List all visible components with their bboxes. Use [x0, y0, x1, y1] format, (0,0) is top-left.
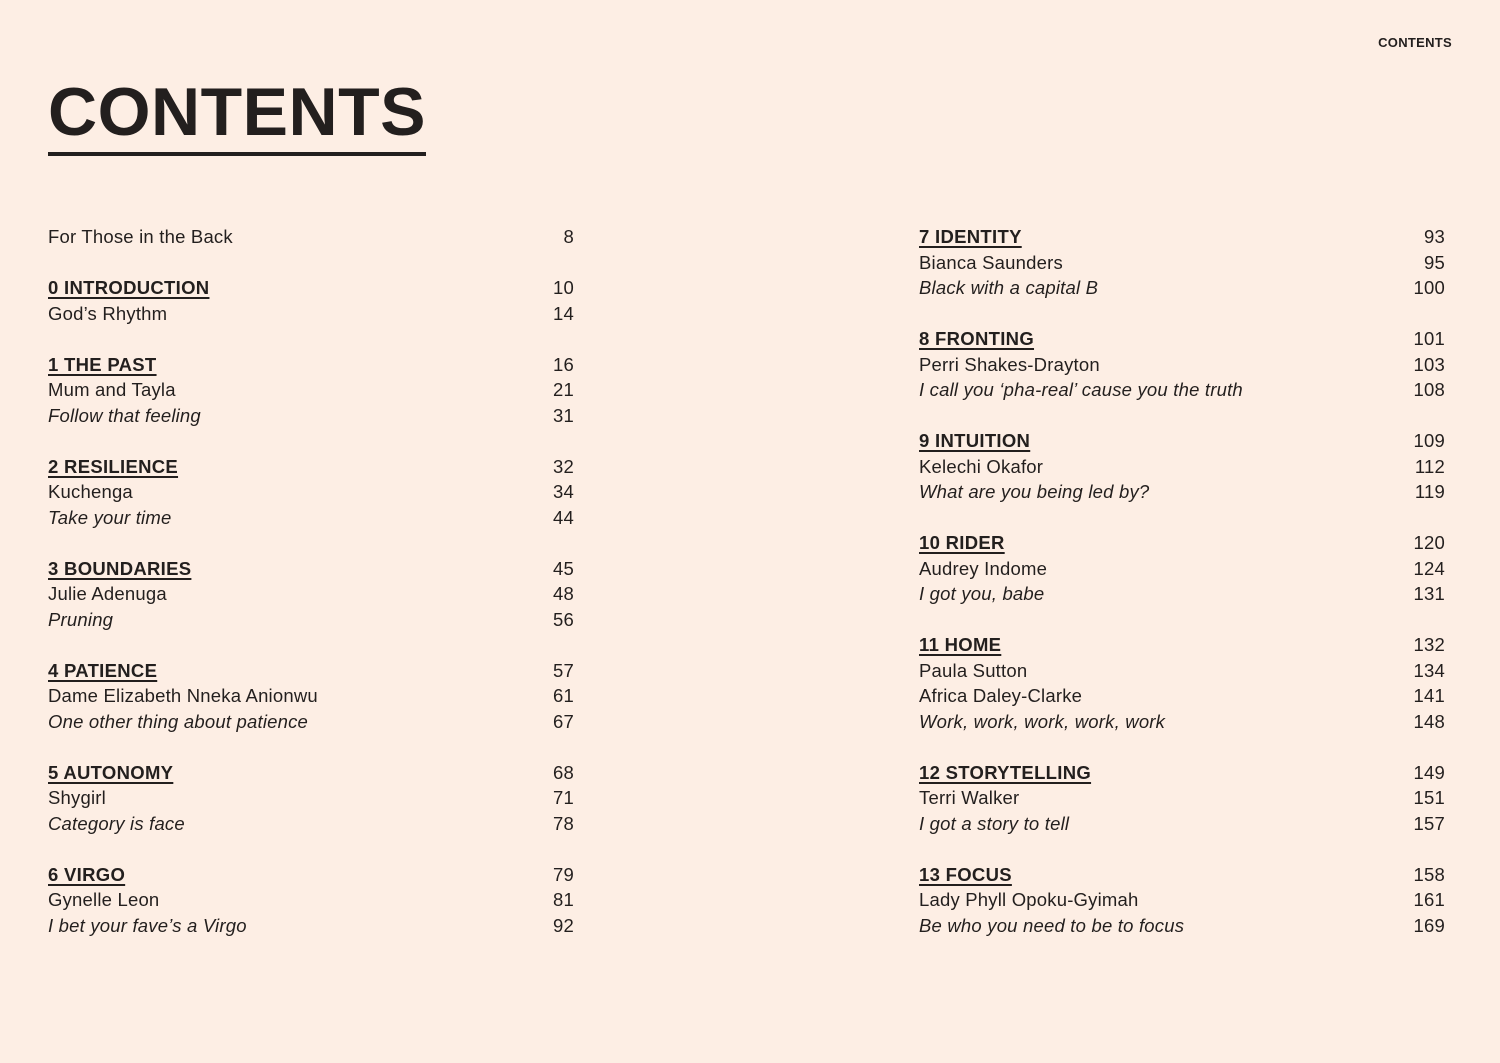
toc-page-number: 169 [1413, 914, 1445, 936]
toc-page-number: 45 [553, 557, 574, 579]
toc-entry-title: Category is face [48, 812, 185, 834]
toc-entry-title: One other thing about patience [48, 710, 309, 732]
toc-section-heading[interactable] [48, 352, 574, 378]
toc-section-heading[interactable] [919, 326, 1445, 352]
toc-page-number: 21 [553, 379, 574, 400]
toc-entry-title: 5 AUTONOMY [48, 761, 174, 783]
toc-entry-title: Terri Walker [919, 787, 1020, 808]
toc-page-number: 131 [1413, 583, 1445, 604]
toc-page-number: 161 [1413, 889, 1445, 910]
toc-page-number: 151 [1413, 787, 1445, 808]
toc-entry[interactable] [919, 454, 1445, 480]
toc-entry-title: 6 VIRGO [48, 863, 126, 885]
toc-entry-title: God’s Rhythm [48, 302, 168, 324]
toc-entry-title: Kelechi Okafor [919, 455, 1044, 477]
toc-spacer [919, 607, 1445, 633]
toc-page-number: 68 [553, 761, 574, 783]
toc-entry-title: Lady Phyll Opoku-Gyimah [919, 889, 1139, 910]
toc-entry-title: What are you being led by? [919, 481, 1150, 502]
toc-entry-title: Kuchenga [48, 481, 133, 502]
toc-page-number: 93 [1424, 226, 1445, 247]
toc-page-number: 56 [553, 608, 574, 630]
toc-entry-italic[interactable] [48, 403, 574, 429]
toc-page-number: 44 [553, 506, 574, 528]
toc-entry-title: 10 RIDER [919, 532, 1005, 553]
toc-page-number: 157 [1413, 812, 1445, 834]
toc-entry-italic[interactable] [919, 913, 1445, 939]
toc-section-heading[interactable] [919, 760, 1445, 786]
toc-entry-italic[interactable] [919, 709, 1445, 735]
toc-entry-title: 8 FRONTING [919, 328, 1035, 349]
toc-entry-title: Bianca Saunders [919, 251, 1063, 273]
toc-entry-title: 9 INTUITION [919, 430, 1031, 451]
toc-entry-title: 13 FOCUS [919, 863, 1012, 885]
toc-entry[interactable] [48, 683, 574, 709]
toc-page-number: 61 [553, 685, 574, 706]
toc-spacer [48, 326, 574, 352]
toc-entry-title: 4 PATIENCE [48, 659, 158, 681]
toc-entry-italic[interactable] [48, 913, 574, 939]
toc-entry[interactable] [48, 377, 574, 403]
toc-page-number: 101 [1413, 328, 1445, 349]
toc-section-heading[interactable] [919, 428, 1445, 454]
toc-page-number: 134 [1413, 659, 1445, 681]
toc-entry-title: Perri Shakes-Drayton [919, 353, 1100, 375]
toc-entry[interactable] [48, 224, 574, 250]
toc-entry-title: Work, work, work, work, work [919, 710, 1166, 732]
toc-page-number: 120 [1413, 532, 1445, 553]
toc-entry-italic[interactable] [919, 811, 1445, 837]
toc-entry-title: Black with a capital B [919, 277, 1099, 298]
toc-entry-title: I call you ‘pha-real’ cause you the truth [919, 379, 1243, 400]
toc-section-heading[interactable] [48, 658, 574, 684]
toc-entry[interactable] [919, 556, 1445, 582]
toc-entry[interactable] [919, 250, 1445, 276]
toc-entry[interactable] [919, 352, 1445, 378]
toc-entry-title: Julie Adenuga [48, 583, 167, 604]
toc-entry[interactable] [919, 887, 1445, 913]
toc-entry-title: Gynelle Leon [48, 889, 160, 910]
toc-spacer [919, 505, 1445, 531]
toc-entry-title: 12 STORYTELLING [919, 761, 1092, 783]
toc-spacer [919, 734, 1445, 760]
toc-page-number: 34 [553, 481, 574, 502]
toc-entry-title: Shygirl [48, 787, 106, 808]
toc-entry-title: Mum and Tayla [48, 379, 176, 400]
toc-entry[interactable] [48, 785, 574, 811]
toc-entry-italic[interactable] [919, 581, 1445, 607]
toc-entry[interactable] [48, 887, 574, 913]
toc-section-heading[interactable] [48, 454, 574, 480]
toc-page-number: 71 [553, 787, 574, 808]
toc-section-heading[interactable] [919, 530, 1445, 556]
toc-spacer [48, 530, 574, 556]
toc-section-heading[interactable] [48, 275, 574, 301]
toc-page-number: 31 [553, 404, 574, 426]
page-title: CONTENTS [48, 78, 426, 156]
toc-spacer [919, 403, 1445, 429]
toc-page-number: 149 [1413, 761, 1445, 783]
toc-spacer [48, 250, 574, 276]
toc-page-number: 109 [1413, 430, 1445, 451]
toc-spacer [48, 632, 574, 658]
toc-spacer [48, 836, 574, 862]
toc-page-number: 112 [1414, 455, 1445, 477]
toc-page-number: 67 [553, 710, 574, 732]
toc-page-number: 141 [1413, 685, 1445, 706]
toc-entry-title: 3 BOUNDARIES [48, 557, 192, 579]
toc-section-heading[interactable] [919, 632, 1445, 658]
toc-page-number: 10 [553, 277, 574, 298]
toc-page-number: 108 [1413, 379, 1445, 400]
toc-entry[interactable] [48, 301, 574, 327]
toc-entry-title: 2 RESILIENCE [48, 455, 179, 477]
toc-entry-title: Take your time [48, 506, 172, 528]
toc-entry-title: Be who you need to be to focus [919, 914, 1185, 936]
toc-entry-title: Paula Sutton [919, 659, 1028, 681]
toc-page-number: 132 [1413, 634, 1445, 655]
toc-entry-italic[interactable] [48, 709, 574, 735]
toc-spacer [48, 428, 574, 454]
toc-section-heading[interactable] [48, 760, 574, 786]
toc-page-number: 95 [1424, 251, 1445, 273]
toc-entry-title: 0 INTRODUCTION [48, 277, 210, 298]
toc-entry-title: I got you, babe [919, 583, 1045, 604]
toc-entry-title: 7 IDENTITY [919, 226, 1022, 247]
toc-entry-title: Pruning [48, 608, 114, 630]
toc-page-number: 158 [1413, 863, 1445, 885]
toc-left-column [48, 224, 574, 938]
toc-spacer [48, 734, 574, 760]
toc-entry-title: I got a story to tell [919, 812, 1070, 834]
toc-entry-title: Africa Daley-Clarke [919, 685, 1083, 706]
toc-page-number: 78 [553, 812, 574, 834]
toc-section-heading[interactable] [48, 862, 574, 888]
toc-entry-italic[interactable] [919, 377, 1445, 403]
toc-right-column [919, 224, 1445, 938]
toc-spacer [919, 836, 1445, 862]
toc-entry[interactable] [919, 658, 1445, 684]
running-head: CONTENTS [1378, 35, 1452, 50]
toc-entry-title: Follow that feeling [48, 404, 201, 426]
toc-page-number: 100 [1413, 277, 1445, 298]
toc-entry-italic[interactable] [919, 479, 1445, 505]
toc-page-number: 119 [1414, 481, 1445, 502]
toc-page-number: 79 [553, 863, 574, 885]
toc-entry-italic[interactable] [48, 811, 574, 837]
toc-entry[interactable] [48, 479, 574, 505]
toc-page-number: 14 [553, 302, 574, 324]
toc-entry[interactable] [919, 683, 1445, 709]
toc-entry-italic[interactable] [919, 275, 1445, 301]
toc-entry-title: Dame Elizabeth Nneka Anionwu [48, 685, 318, 706]
toc-entry[interactable] [919, 785, 1445, 811]
toc-page-number: 124 [1413, 557, 1445, 579]
toc-page-number: 57 [553, 659, 574, 681]
toc-entry-italic[interactable] [48, 607, 574, 633]
toc-page-number: 103 [1413, 353, 1445, 375]
toc-entry-title: Audrey Indome [919, 557, 1048, 579]
toc-entry-title: I bet your fave’s a Virgo [48, 914, 247, 936]
toc-section-heading[interactable] [919, 224, 1445, 250]
toc-page-number: 48 [553, 583, 574, 604]
toc-entry-italic[interactable] [48, 505, 574, 531]
toc-page-number: 8 [563, 226, 574, 247]
toc-spacer [919, 301, 1445, 327]
toc-entry-title: 1 THE PAST [48, 353, 157, 375]
toc-page-number: 81 [553, 889, 574, 910]
toc-page-number: 32 [553, 455, 574, 477]
toc-page-number: 16 [553, 353, 574, 375]
toc-page-number: 92 [553, 914, 574, 936]
toc-entry[interactable] [48, 581, 574, 607]
toc-entry-title: For Those in the Back [48, 226, 233, 247]
toc-section-heading[interactable] [919, 862, 1445, 888]
toc-page-number: 148 [1413, 710, 1445, 732]
toc-section-heading[interactable] [48, 556, 574, 582]
toc-entry-title: 11 HOME [919, 634, 1002, 655]
